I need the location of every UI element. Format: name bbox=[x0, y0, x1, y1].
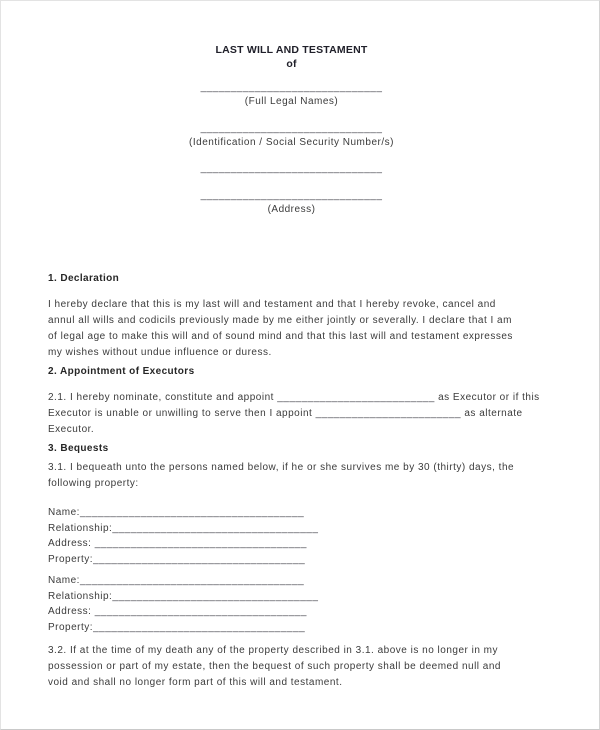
section-executors bbox=[48, 365, 559, 438]
beneficiary-block-1 bbox=[48, 505, 559, 567]
declaration-paragraph: I hereby declare that this is my last will and testament and that I hereby revoke, cancel and annul all wills and codicils previously made by me either jointly or severally. I declare that I am of legal age to make this will and of sound mind and that this last will and testament expresses my wishes without undue influence or duress. bbox=[48, 299, 513, 358]
bequests-clause-3-1: 3.1. I bequeath unto the persons named below, if he or she survives me by 30 (thirty) days, the following property: bbox=[48, 462, 515, 489]
relationship-label: Relationship: bbox=[48, 590, 113, 602]
identification-label: (Identification / Social Security Number/s) bbox=[189, 137, 394, 148]
section-bequests bbox=[48, 442, 559, 691]
clause-2-1-prefix: 2.1. I hereby nominate, constitute and appoint bbox=[48, 392, 278, 403]
bequests-clause-3-2: 3.2. If at the time of my death any of the property described in 3.1. above is no longer in my possession or part of my estate, then the bequest of such property shall be deemed null and void and shall no longer form part of this will and testament. bbox=[48, 645, 501, 688]
relationship-blank: __________________________________ bbox=[112, 590, 319, 602]
clause-2-1-middle: as Executor or if this Executor is unable or unwilling to serve then I appoint bbox=[48, 392, 540, 419]
address-blank-line-2: ______________________________ bbox=[200, 190, 383, 201]
executors-clause-2-1 bbox=[48, 390, 559, 438]
name-label: Name: bbox=[48, 507, 80, 518]
address-blank: ___________________________________ bbox=[94, 606, 307, 617]
address-field-line-1 bbox=[48, 162, 535, 176]
name-blank: _____________________________________ bbox=[79, 575, 305, 586]
full-legal-names-field bbox=[48, 81, 535, 109]
identification-blank-line: ______________________________ bbox=[200, 123, 383, 134]
declaration-heading: 1. Declaration bbox=[48, 273, 120, 284]
address-label: Address: bbox=[48, 606, 95, 617]
name-blank: _____________________________________ bbox=[79, 507, 305, 518]
beneficiary-1-name-row bbox=[48, 505, 559, 521]
executor-name-blank: __________________________ bbox=[277, 392, 435, 403]
identification-field bbox=[48, 122, 535, 150]
address-label: Address: bbox=[48, 538, 95, 549]
beneficiary-2-property-row bbox=[48, 620, 559, 636]
full-legal-names-blank-line: ______________________________ bbox=[200, 82, 383, 93]
bequests-heading: 3. Bequests bbox=[48, 443, 109, 454]
address-label: (Address) bbox=[267, 204, 316, 215]
relationship-blank: __________________________________ bbox=[112, 522, 319, 534]
section-declaration bbox=[48, 272, 559, 361]
name-label: Name: bbox=[48, 575, 80, 586]
relationship-label: Relationship: bbox=[48, 522, 113, 534]
property-blank: ___________________________________ bbox=[93, 621, 306, 633]
property-label: Property: bbox=[48, 621, 94, 633]
beneficiary-1-property-row bbox=[48, 552, 559, 568]
beneficiary-1-address-row bbox=[48, 536, 559, 552]
full-legal-names-label: (Full Legal Names) bbox=[244, 96, 339, 107]
document-subtitle: of bbox=[286, 58, 297, 70]
beneficiary-2-name-row bbox=[48, 573, 559, 589]
beneficiary-2-address-row bbox=[48, 604, 559, 620]
property-blank: ___________________________________ bbox=[93, 553, 306, 565]
address-blank: ___________________________________ bbox=[94, 538, 307, 549]
property-label: Property: bbox=[48, 553, 94, 565]
clause-2-1-suffix: as alternate Executor. bbox=[48, 408, 523, 435]
beneficiary-block-2 bbox=[48, 573, 559, 635]
address-blank-line-1: ______________________________ bbox=[200, 163, 383, 174]
beneficiary-2-relationship-row bbox=[48, 589, 559, 605]
alternate-executor-name-blank: ________________________ bbox=[315, 408, 462, 419]
document-title: LAST WILL AND TESTAMENT bbox=[215, 44, 368, 56]
address-field-line-2 bbox=[48, 189, 535, 217]
executors-heading: 2. Appointment of Executors bbox=[48, 366, 195, 377]
beneficiary-1-relationship-row bbox=[48, 521, 559, 537]
document-header bbox=[48, 43, 535, 217]
